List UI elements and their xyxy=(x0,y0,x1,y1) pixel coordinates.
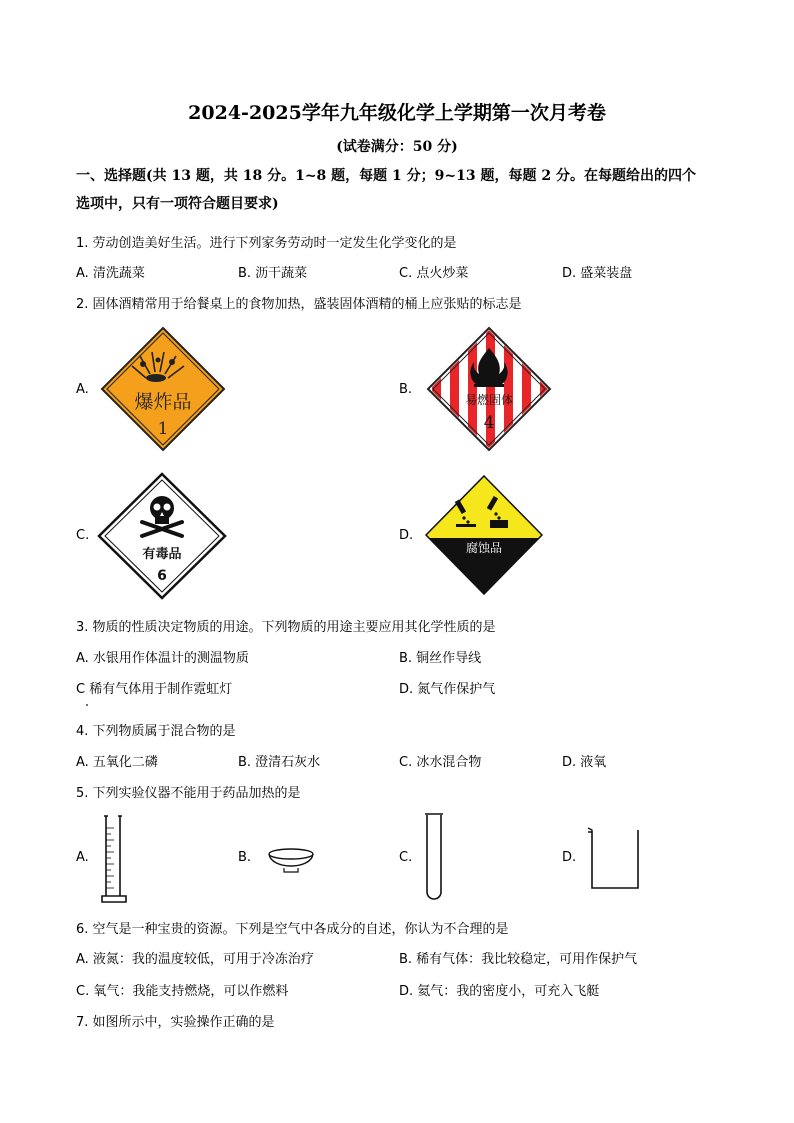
q3-option-c[interactable]: C 稀有气体用于制作霓虹灯 xyxy=(76,682,233,697)
flammable-sign-number: 4 xyxy=(483,413,495,433)
toxic-sign-label: 有毒品 xyxy=(142,547,182,562)
explosive-sign-number: 1 xyxy=(157,419,169,439)
stray-dot xyxy=(86,704,88,706)
q5-option-c[interactable]: C. xyxy=(399,850,413,865)
question-4-stem: 4. 下列物质属于混合物的是 xyxy=(76,724,236,739)
question-7-stem: 7. 如图所示中，实验操作正确的是 xyxy=(76,1015,275,1030)
graduated-cylinder-icon[interactable] xyxy=(100,814,132,904)
q4-option-b[interactable]: B. 澄清石灰水 xyxy=(238,755,321,770)
corrosive-sign-label: 腐蚀品 xyxy=(465,541,503,555)
question-5-stem: 5. 下列实验仪器不能用于药品加热的是 xyxy=(76,786,301,801)
q1-option-a[interactable]: A. 清洗蔬菜 xyxy=(76,266,145,281)
q2-option-d[interactable]: D. xyxy=(399,528,414,543)
q4-option-a[interactable]: A. 五氧化二磷 xyxy=(76,755,158,770)
q1-option-d[interactable]: D. 盛菜装盘 xyxy=(562,266,633,281)
q3-option-b[interactable]: B. 铜丝作导线 xyxy=(399,651,482,666)
q4-option-c[interactable]: C. 冰水混合物 xyxy=(399,755,482,770)
toxic-sign-icon[interactable] xyxy=(97,472,227,600)
q1-option-c[interactable]: C. 点火炒菜 xyxy=(399,266,469,281)
flammable-solid-sign-icon[interactable] xyxy=(426,326,552,452)
explosive-sign-label: 爆炸品 xyxy=(134,391,192,413)
q3-option-d[interactable]: D. 氮气作保护气 xyxy=(399,682,496,697)
section-heading-line1: 一、选择题(共 13 题，共 18 分。1~8 题，每题 1 分；9~13 题，每题 2 分。在每题给出的四个 xyxy=(76,168,696,184)
beaker-icon[interactable] xyxy=(586,826,644,892)
q2-option-c[interactable]: C. xyxy=(76,528,90,543)
question-3-stem: 3. 物质的性质决定物质的用途。下列物质的用途主要应用其化学性质的是 xyxy=(76,620,496,635)
q6-option-a[interactable]: A. 液氮：我的温度较低，可用于冷冻治疗 xyxy=(76,952,314,967)
q2-option-a[interactable]: A. xyxy=(76,382,89,397)
q4-option-d[interactable]: D. 液氧 xyxy=(562,755,607,770)
flammable-sign-label: 易燃固体 xyxy=(464,393,514,407)
question-2-stem: 2. 固体酒精常用于给餐桌上的食物加热，盛装固体酒精的桶上应张贴的标志是 xyxy=(76,297,522,312)
section-heading-line2: 选项中，只有一项符合题目要求) xyxy=(76,196,279,212)
q1-option-b[interactable]: B. 沥干蔬菜 xyxy=(238,266,308,281)
corrosive-sign-icon[interactable] xyxy=(424,474,544,596)
toxic-sign-number: 6 xyxy=(157,568,167,584)
q6-option-b[interactable]: B. 稀有气体：我比较稳定，可用作保护气 xyxy=(399,952,638,967)
evaporating-dish-icon[interactable] xyxy=(266,846,316,876)
q2-option-b[interactable]: B. xyxy=(399,382,413,397)
page-title: 2024-2025学年九年级化学上学期第一次月考卷 xyxy=(188,102,606,124)
page-subtitle: (试卷满分：50 分) xyxy=(336,139,458,155)
question-6-stem: 6. 空气是一种宝贵的资源。下列是空气中各成分的自述，你认为不合理的是 xyxy=(76,922,509,937)
question-1-stem: 1. 劳动创造美好生活。进行下列家务劳动时一定发生化学变化的是 xyxy=(76,236,457,251)
q6-option-d[interactable]: D. 氦气：我的密度小，可充入飞艇 xyxy=(399,984,600,999)
q5-option-a[interactable]: A. xyxy=(76,850,89,865)
q6-option-c[interactable]: C. 氧气：我能支持燃烧，可以作燃料 xyxy=(76,984,289,999)
explosive-sign-icon[interactable] xyxy=(100,326,226,452)
section-heading xyxy=(76,162,726,218)
q5-option-d[interactable]: D. xyxy=(562,850,577,865)
test-tube-icon[interactable] xyxy=(422,812,446,904)
q3-option-a[interactable]: A. 水银用作体温计的测温物质 xyxy=(76,651,249,666)
q5-option-b[interactable]: B. xyxy=(238,850,252,865)
